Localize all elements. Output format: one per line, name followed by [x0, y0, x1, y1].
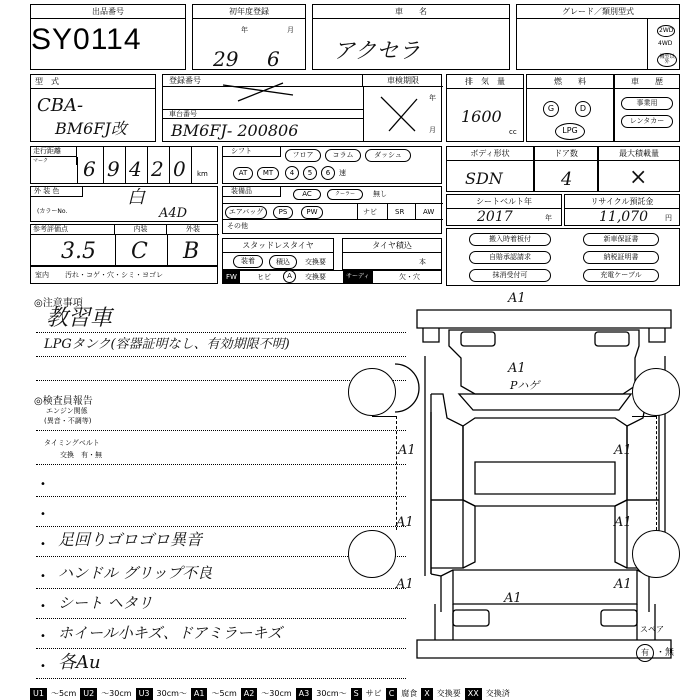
damage-trunk: A1: [504, 591, 522, 606]
mileage-digit-5: 0: [173, 157, 186, 181]
model-line2: BM6FJ改: [55, 119, 127, 138]
fuel-label: 燃 料: [527, 75, 613, 89]
studless-box: [222, 238, 334, 270]
recycle-label: リサイクル預託金: [565, 195, 679, 209]
gear-6: 6: [321, 166, 335, 180]
bullet-4: •: [40, 571, 46, 582]
inspection-year-label: 年: [429, 94, 436, 102]
damage-legend: [30, 688, 700, 700]
shift-dash: ダッシュ: [365, 149, 411, 162]
drive-4wd: 4WD: [658, 40, 673, 47]
stock-number: SY0114: [31, 23, 142, 56]
fuel-g: G: [543, 101, 559, 117]
body-type: SDN: [465, 169, 503, 188]
damage-right-rear: A1: [614, 577, 632, 592]
legend-key-5: A2: [241, 688, 258, 700]
model-line1: CBA-: [37, 95, 84, 116]
tire-count-unit: 本: [419, 258, 426, 266]
first-registration-box: [192, 4, 306, 70]
shift-column: コラム: [325, 149, 361, 162]
notes-title: ◎注意事項: [34, 298, 83, 309]
interior-grade: C: [131, 239, 148, 264]
km-label: km: [197, 170, 208, 178]
gear-4: 4: [285, 166, 299, 180]
equip-sr: SR: [395, 208, 405, 216]
equip-ps: PS: [273, 206, 293, 219]
bullet-6: •: [40, 631, 46, 642]
drive-2wd: 2WD: [657, 25, 675, 37]
engine-sub: (異音・不調等): [44, 417, 92, 425]
studless-caps: 装着: [233, 255, 263, 268]
equipment-box: [222, 186, 442, 234]
inspection-month-label: 月: [429, 126, 436, 134]
interior-condition-box: [30, 266, 218, 284]
inspection-label: 車検期限: [363, 75, 443, 87]
recycle-yen: 円: [665, 214, 672, 222]
sunroof-label: サーディ: [343, 271, 373, 283]
mileage-digit-2: 9: [107, 157, 120, 181]
legend-key-6: A3: [296, 688, 313, 700]
recycle-amount: 11,070: [599, 209, 648, 225]
car-name: アクセラ: [333, 39, 421, 64]
damage-left-front: A1: [398, 443, 416, 458]
exterior-label: 外装: [167, 225, 219, 235]
damage-right-rear-door: A1: [614, 515, 632, 530]
color-number: A4D: [159, 206, 188, 221]
exterior-grade: B: [183, 239, 200, 264]
first-registration-label: 初年度登録: [193, 5, 305, 19]
a-mark: A: [283, 270, 296, 283]
equip-cooler: クーラー: [327, 189, 363, 200]
reg-month-label: 月: [287, 26, 294, 34]
tire-load-label: タイヤ積込: [343, 239, 441, 253]
displacement-box: [446, 74, 524, 142]
grade-label: グレード／類別型式: [517, 5, 679, 19]
legend-value-4: ～5cm: [211, 689, 237, 698]
legend-key-9: X: [421, 688, 432, 700]
legend-value-2: ～30cm: [101, 689, 132, 698]
wheel-rear-left: [348, 530, 396, 578]
damage-hood-note: Pハゲ: [510, 379, 540, 392]
missing-label: 欠・穴: [399, 273, 420, 281]
interior-items: 汚れ・コゲ・穴・シミ・ヨゴレ: [65, 271, 163, 279]
legend-key-4: A1: [191, 688, 208, 700]
shift-label: シフト: [223, 147, 281, 157]
tire-condition-box: [222, 270, 442, 284]
capacity-label: 最大積載量: [599, 147, 679, 161]
recycle-box: [564, 194, 680, 226]
service-deregister: 抹消受付可: [469, 269, 551, 282]
legend-value-8: 腐食: [401, 689, 418, 698]
model-label: 型 式: [31, 75, 155, 89]
legend-key-1: U1: [30, 688, 47, 700]
engine-label: エンジン関係: [46, 407, 88, 415]
studless-label: スタッドレスタイヤ: [223, 239, 333, 253]
legend-value-5: ～30cm: [261, 689, 292, 698]
service-tax: 納税証明書: [583, 251, 659, 264]
capacity: ×: [629, 165, 648, 190]
equip-other: その他: [227, 222, 248, 230]
damage-left-rear: A1: [396, 577, 414, 592]
equipment-label: 装備品: [223, 187, 281, 197]
body-type-label: ボディ形状: [447, 147, 533, 161]
displacement: 1600: [461, 107, 502, 126]
score-label: 参考評価点: [31, 225, 115, 235]
inspection-item-3: 足回りゴロゴロ異音: [58, 530, 203, 549]
color-label: 外 装 色: [31, 187, 83, 197]
seatbelt-label: シートベルト年: [447, 195, 561, 209]
mileage-digit-3: 4: [129, 157, 142, 181]
history-rental: レンタカー: [621, 115, 673, 128]
wheel-front-left: [348, 368, 396, 416]
history-label: 車 歴: [615, 75, 679, 89]
equip-none: 無し: [373, 190, 387, 198]
shift-mt: MT: [257, 167, 279, 180]
bullet-2: •: [40, 509, 46, 520]
inspection-item-6: ホイール小キズ、ドアミラーキズ: [58, 624, 283, 642]
legend-value-9: 交換要: [436, 689, 461, 698]
equip-ac: AC: [293, 189, 321, 200]
score-box: [30, 224, 218, 266]
legend-key-10: XX: [465, 688, 482, 700]
bullet-1: •: [40, 479, 46, 490]
color-box: [30, 186, 218, 222]
gear-5: 5: [303, 166, 317, 180]
inspection-item-5: シート ヘタリ: [58, 594, 153, 612]
legend-value-3: 30cm～: [156, 689, 187, 698]
score: 3.5: [61, 239, 96, 264]
mileage-digit-4: 2: [151, 157, 164, 181]
notes-line2: LPGタンク(容器証明なし、有効期限不明): [44, 337, 290, 352]
registration-box: [162, 74, 442, 142]
reg-strike: [163, 75, 363, 109]
shift-at: AT: [233, 167, 253, 180]
speed-label: 速: [339, 169, 346, 177]
fuel-box: [526, 74, 614, 142]
bullet-5: •: [40, 601, 46, 612]
car-name-label: 車 名: [313, 5, 509, 19]
fw-label: FW: [223, 271, 240, 283]
mileage-mark: マーク: [31, 157, 77, 165]
tire-load-box: [342, 238, 442, 270]
reg-year-label: 年: [241, 26, 248, 34]
crack-label: ヒビ: [257, 273, 271, 281]
wheel-front-right: [632, 368, 680, 416]
mileage-label: 走行距離: [31, 147, 77, 157]
chassis-number: BM6FJ- 200806: [171, 121, 299, 140]
service-delivery: 搬入時着板付: [469, 233, 551, 246]
legend-value-1: ～5cm: [50, 689, 77, 698]
fuel-d: D: [575, 101, 591, 117]
doors-box: [534, 146, 598, 192]
damage-hood: A1: [508, 361, 526, 376]
spare-no: ・無: [656, 648, 675, 658]
history-business: 事業用: [621, 97, 673, 110]
drive-other: 機型以外: [657, 53, 677, 67]
equip-navi: ナビ: [363, 208, 377, 216]
grade-box: [516, 4, 680, 70]
legend-value-7: サビ: [365, 689, 382, 698]
reg-number-label: 登録番号: [163, 75, 363, 87]
legend-key-2: U2: [80, 688, 97, 700]
equip-pw: PW: [301, 206, 323, 219]
fuel-lpg: LPG: [555, 123, 585, 140]
legend-key-3: U3: [136, 688, 153, 700]
legend-value-6: 30cm～: [316, 689, 347, 698]
color: 白: [127, 187, 145, 208]
car-name-box: [312, 4, 510, 70]
shift-box: [222, 146, 442, 184]
mileage-digit-1: 6: [83, 157, 96, 181]
legend-key-7: S: [351, 688, 362, 700]
shift-floor: フロア: [285, 149, 321, 162]
model-box: [30, 74, 156, 142]
interior-label: 内装: [115, 225, 167, 235]
inspection-title: ◎検査員報告: [34, 396, 93, 407]
equip-aw: AW: [423, 208, 435, 216]
bullet-7: •: [40, 661, 46, 672]
history-box: [614, 74, 680, 142]
spare-label: スペア: [640, 625, 664, 634]
inspection-item-7: 各Au: [58, 652, 101, 673]
cc-label: cc: [509, 128, 517, 136]
bullet-3: •: [40, 539, 46, 550]
timing-exchange: 交換 有・無: [60, 451, 102, 459]
damage-front: A1: [508, 291, 526, 306]
reg-year: 29: [213, 47, 239, 71]
stock-number-label: 出品番号: [31, 5, 185, 19]
damage-left-rear-door: A1: [396, 515, 414, 530]
displacement-label: 排 気 量: [447, 75, 523, 89]
legend-key-8: C: [386, 688, 398, 700]
seatbelt-year: 2017: [477, 209, 513, 225]
mileage-box: [30, 146, 218, 184]
legend-value-10: 交換済: [485, 689, 510, 698]
notes-line1: 教習車: [46, 306, 113, 331]
spare-yes: 有: [636, 644, 654, 662]
body-type-box: [446, 146, 534, 192]
timing-label: タイミングベルト: [44, 439, 100, 447]
service-insurance: 自賠承認請求: [469, 251, 551, 264]
capacity-box: [598, 146, 680, 192]
studless-incl: 積込: [269, 255, 297, 269]
chassis-label: 車台番号: [163, 109, 363, 119]
service-warranty: 新車保証書: [583, 233, 659, 246]
reg-month: 6: [267, 47, 280, 71]
studless-exchange: 交換要: [305, 258, 326, 266]
stock-number-box: [30, 4, 186, 70]
doors: 4: [561, 169, 573, 190]
service-cable: 充電ケーブル: [583, 269, 659, 282]
damage-right-front: A1: [614, 443, 632, 458]
seatbelt-year-unit: 年: [545, 214, 552, 222]
color-number-label: (カラーNo.: [37, 208, 68, 215]
doors-label: ドア数: [535, 147, 597, 161]
seatbelt-box: [446, 194, 562, 226]
inspection-item-4: ハンドル グリップ不良: [58, 564, 213, 582]
equip-airbag: エアバッグ: [225, 206, 267, 219]
exchange-label: 交換要: [305, 273, 326, 281]
services-box: [446, 228, 680, 286]
wheel-rear-right: [632, 530, 680, 578]
interior-room-label: 室内: [35, 271, 49, 279]
